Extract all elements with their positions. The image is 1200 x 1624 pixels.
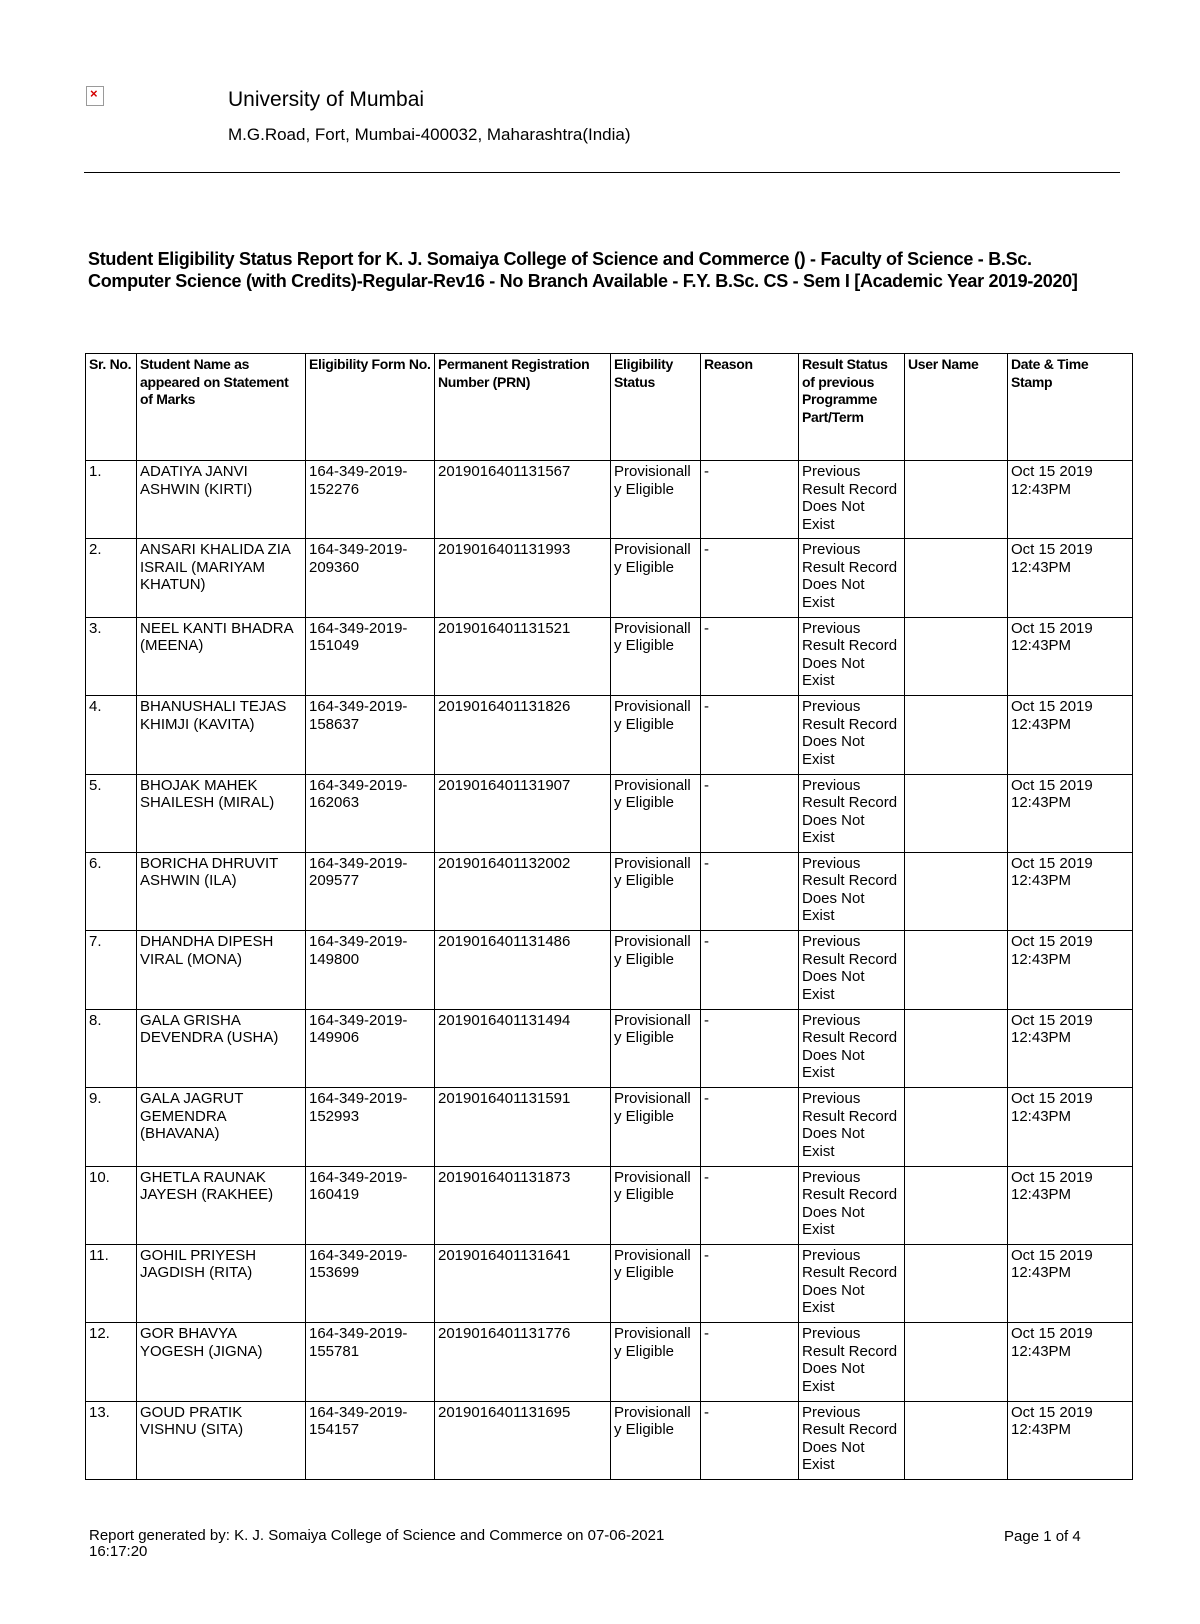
table-row (86, 1323, 1133, 1401)
cell-user-name (905, 1166, 1008, 1244)
cell-reason: - (701, 617, 799, 695)
cell-sr-no: 6. (86, 852, 137, 930)
cell-date-time: Oct 15 2019 12:43PM (1008, 1166, 1133, 1244)
cell-prn: 2019016401131494 (435, 1009, 611, 1087)
cell-form-no: 164-349-2019-209577 (306, 852, 435, 930)
cell-eligibility-status: Provisionally Eligible (611, 1088, 701, 1166)
cell-user-name (905, 1401, 1008, 1479)
cell-sr-no: 2. (86, 539, 137, 617)
cell-reason: - (701, 852, 799, 930)
cell-date-time: Oct 15 2019 12:43PM (1008, 1244, 1133, 1322)
column-header: Permanent Registration Number (PRN) (435, 354, 611, 461)
cell-prn: 2019016401131826 (435, 696, 611, 774)
cell-reason: - (701, 1166, 799, 1244)
cell-reason: - (701, 1323, 799, 1401)
cell-student-name: GOR BHAVYA YOGESH (JIGNA) (137, 1323, 306, 1401)
cell-reason: - (701, 1244, 799, 1322)
cell-result-status: Previous Result Record Does Not Exist (799, 1323, 905, 1401)
cell-user-name (905, 1323, 1008, 1401)
cell-eligibility-status: Provisionally Eligible (611, 1009, 701, 1087)
cell-sr-no: 11. (86, 1244, 137, 1322)
cell-eligibility-status: Provisionally Eligible (611, 1244, 701, 1322)
cell-user-name (905, 852, 1008, 930)
cell-form-no: 164-349-2019-149906 (306, 1009, 435, 1087)
cell-reason: - (701, 1009, 799, 1087)
cell-sr-no: 12. (86, 1323, 137, 1401)
cell-prn: 2019016401132002 (435, 852, 611, 930)
cell-sr-no: 1. (86, 461, 137, 539)
cell-eligibility-status: Provisionally Eligible (611, 539, 701, 617)
cell-user-name (905, 931, 1008, 1009)
cell-date-time: Oct 15 2019 12:43PM (1008, 1401, 1133, 1479)
cell-student-name: GOUD PRATIK VISHNU (SITA) (137, 1401, 306, 1479)
cell-date-time: Oct 15 2019 12:43PM (1008, 1009, 1133, 1087)
report-title: Student Eligibility Status Report for K. J. Somaiya College of Science and Commerce () - Faculty of Science - B.Sc. Computer Science (with Credits)-Regular-Rev16 - No Branch Available - F.Y. B.Sc. CS - Sem I [Academic Year 2019-2020] (88, 249, 1078, 291)
cell-result-status: Previous Result Record Does Not Exist (799, 696, 905, 774)
cell-sr-no: 10. (86, 1166, 137, 1244)
cell-student-name: GALA GRISHA DEVENDRA (USHA) (137, 1009, 306, 1087)
cell-prn: 2019016401131907 (435, 774, 611, 852)
cell-user-name (905, 461, 1008, 539)
cell-result-status: Previous Result Record Does Not Exist (799, 931, 905, 1009)
cell-form-no: 164-349-2019-154157 (306, 1401, 435, 1479)
cell-sr-no: 9. (86, 1088, 137, 1166)
cell-eligibility-status: Provisionally Eligible (611, 852, 701, 930)
cell-prn: 2019016401131486 (435, 931, 611, 1009)
table-row (86, 617, 1133, 695)
cell-result-status: Previous Result Record Does Not Exist (799, 461, 905, 539)
cell-student-name: ANSARI KHALIDA ZIA ISRAIL (MARIYAM KHATUN) (137, 539, 306, 617)
table-header-row (86, 354, 1133, 461)
table-row (86, 539, 1133, 617)
cell-result-status: Previous Result Record Does Not Exist (799, 1401, 905, 1479)
cell-result-status: Previous Result Record Does Not Exist (799, 1009, 905, 1087)
cell-sr-no: 5. (86, 774, 137, 852)
column-header: Eligibility Form No. (306, 354, 435, 461)
cell-eligibility-status: Provisionally Eligible (611, 774, 701, 852)
cell-user-name (905, 539, 1008, 617)
cell-result-status: Previous Result Record Does Not Exist (799, 617, 905, 695)
table-row (86, 1166, 1133, 1244)
cell-date-time: Oct 15 2019 12:43PM (1008, 617, 1133, 695)
cell-sr-no: 7. (86, 931, 137, 1009)
table-row (86, 1401, 1133, 1479)
cell-form-no: 164-349-2019-152276 (306, 461, 435, 539)
cell-prn: 2019016401131521 (435, 617, 611, 695)
cell-prn: 2019016401131873 (435, 1166, 611, 1244)
table-row (86, 696, 1133, 774)
cell-reason: - (701, 539, 799, 617)
cell-form-no: 164-349-2019-152993 (306, 1088, 435, 1166)
cell-user-name (905, 1009, 1008, 1087)
cell-student-name: BORICHA DHRUVIT ASHWIN (ILA) (137, 852, 306, 930)
cell-form-no: 164-349-2019-153699 (306, 1244, 435, 1322)
cell-prn: 2019016401131591 (435, 1088, 611, 1166)
cell-student-name: ADATIYA JANVI ASHWIN (KIRTI) (137, 461, 306, 539)
cell-date-time: Oct 15 2019 12:43PM (1008, 696, 1133, 774)
cell-date-time: Oct 15 2019 12:43PM (1008, 1088, 1133, 1166)
cell-student-name: BHANUSHALI TEJAS KHIMJI (KAVITA) (137, 696, 306, 774)
cell-result-status: Previous Result Record Does Not Exist (799, 1244, 905, 1322)
cell-student-name: GHETLA RAUNAK JAYESH (RAKHEE) (137, 1166, 306, 1244)
cell-prn: 2019016401131695 (435, 1401, 611, 1479)
table-row (86, 852, 1133, 930)
column-header: Student Name as appeared on Statement of Marks (137, 354, 306, 461)
cell-student-name: GALA JAGRUT GEMENDRA (BHAVANA) (137, 1088, 306, 1166)
cell-date-time: Oct 15 2019 12:43PM (1008, 539, 1133, 617)
eligibility-table (85, 353, 1133, 1480)
cell-reason: - (701, 1088, 799, 1166)
cell-result-status: Previous Result Record Does Not Exist (799, 1088, 905, 1166)
cell-student-name: GOHIL PRIYESH JAGDISH (RITA) (137, 1244, 306, 1322)
cell-eligibility-status: Provisionally Eligible (611, 696, 701, 774)
cell-form-no: 164-349-2019-158637 (306, 696, 435, 774)
table-row (86, 461, 1133, 539)
cell-eligibility-status: Provisionally Eligible (611, 1323, 701, 1401)
cell-eligibility-status: Provisionally Eligible (611, 1166, 701, 1244)
university-address: M.G.Road, Fort, Mumbai-400032, Maharashtra(India) (228, 125, 631, 144)
column-header: Result Status of previous Programme Part/Term (799, 354, 905, 461)
broken-image-icon: × (86, 86, 104, 106)
report-generated-by: Report generated by: K. J. Somaiya College of Science and Commerce on 07-06-2021 16:17:20 (89, 1527, 665, 1560)
cell-eligibility-status: Provisionally Eligible (611, 617, 701, 695)
university-name: University of Mumbai (228, 88, 425, 111)
cell-sr-no: 8. (86, 1009, 137, 1087)
cell-user-name (905, 1244, 1008, 1322)
cell-reason: - (701, 696, 799, 774)
cell-form-no: 164-349-2019-160419 (306, 1166, 435, 1244)
cell-eligibility-status: Provisionally Eligible (611, 461, 701, 539)
cell-form-no: 164-349-2019-162063 (306, 774, 435, 852)
cell-sr-no: 3. (86, 617, 137, 695)
cell-student-name: BHOJAK MAHEK SHAILESH (MIRAL) (137, 774, 306, 852)
cell-date-time: Oct 15 2019 12:43PM (1008, 1323, 1133, 1401)
cell-form-no: 164-349-2019-209360 (306, 539, 435, 617)
cell-prn: 2019016401131993 (435, 539, 611, 617)
cell-result-status: Previous Result Record Does Not Exist (799, 539, 905, 617)
cell-reason: - (701, 461, 799, 539)
header-divider (84, 172, 1120, 173)
cell-form-no: 164-349-2019-155781 (306, 1323, 435, 1401)
cell-date-time: Oct 15 2019 12:43PM (1008, 931, 1133, 1009)
cell-user-name (905, 617, 1008, 695)
column-header: Reason (701, 354, 799, 461)
column-header: Sr. No. (86, 354, 137, 461)
column-header: Date & Time Stamp (1008, 354, 1133, 461)
cell-eligibility-status: Provisionally Eligible (611, 931, 701, 1009)
table-row (86, 1088, 1133, 1166)
cell-result-status: Previous Result Record Does Not Exist (799, 774, 905, 852)
cell-prn: 2019016401131641 (435, 1244, 611, 1322)
table-row (86, 1244, 1133, 1322)
table-row (86, 774, 1133, 852)
cell-user-name (905, 696, 1008, 774)
cell-reason: - (701, 774, 799, 852)
cell-student-name: DHANDHA DIPESH VIRAL (MONA) (137, 931, 306, 1009)
cell-form-no: 164-349-2019-149800 (306, 931, 435, 1009)
cell-form-no: 164-349-2019-151049 (306, 617, 435, 695)
cell-student-name: NEEL KANTI BHADRA (MEENA) (137, 617, 306, 695)
cell-result-status: Previous Result Record Does Not Exist (799, 852, 905, 930)
cell-sr-no: 4. (86, 696, 137, 774)
cell-date-time: Oct 15 2019 12:43PM (1008, 461, 1133, 539)
cell-date-time: Oct 15 2019 12:43PM (1008, 852, 1133, 930)
column-header: User Name (905, 354, 1008, 461)
column-header: Eligibility Status (611, 354, 701, 461)
cell-user-name (905, 774, 1008, 852)
table-row (86, 931, 1133, 1009)
cell-prn: 2019016401131776 (435, 1323, 611, 1401)
cell-prn: 2019016401131567 (435, 461, 611, 539)
cell-sr-no: 13. (86, 1401, 137, 1479)
cell-result-status: Previous Result Record Does Not Exist (799, 1166, 905, 1244)
table-row (86, 1009, 1133, 1087)
cell-reason: - (701, 931, 799, 1009)
cell-eligibility-status: Provisionally Eligible (611, 1401, 701, 1479)
page-number: Page 1 of 4 (1004, 1528, 1081, 1545)
cell-user-name (905, 1088, 1008, 1166)
cell-date-time: Oct 15 2019 12:43PM (1008, 774, 1133, 852)
cell-reason: - (701, 1401, 799, 1479)
